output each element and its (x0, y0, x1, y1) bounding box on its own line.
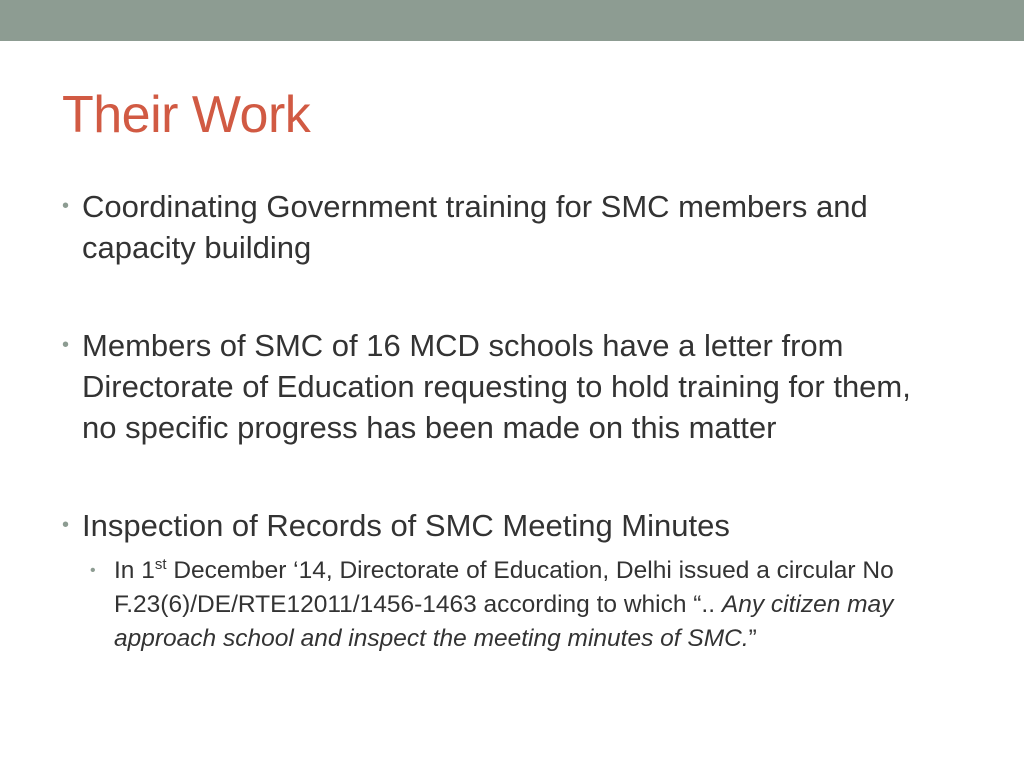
bullet-dot-icon: • (62, 514, 70, 536)
sub-bullet-body: December ‘14, Directorate of Education, Delhi issued a circular No F.23(6)/DE/RTE12011/1456-1463 according to which “.. (114, 557, 894, 618)
sub-bullet-dot-icon: • (90, 562, 96, 579)
bullet-dot-icon: • (62, 334, 70, 356)
bullet-text: Coordinating Government training for SMC members and capacity building (82, 189, 868, 265)
bullet-text: Inspection of Records of SMC Meeting Minutes (82, 508, 730, 543)
bullet-text: Members of SMC of 16 MCD schools have a letter from Directorate of Education requesting to hold training for them, no specific progress has been made on this matter (82, 328, 911, 445)
slide-title: Their Work (62, 86, 311, 144)
ordinal-superscript: st (154, 555, 167, 573)
closing-quote: ” (748, 625, 757, 652)
quoted-italic-text: Any citizen may approach school and inspect the meeting minutes of SMC. (114, 591, 894, 652)
sub-bullet-prefix: In 1 (114, 557, 155, 584)
top-band (0, 0, 1024, 41)
bullet-dot-icon: • (62, 195, 70, 217)
sub-bullet-text (114, 554, 960, 656)
